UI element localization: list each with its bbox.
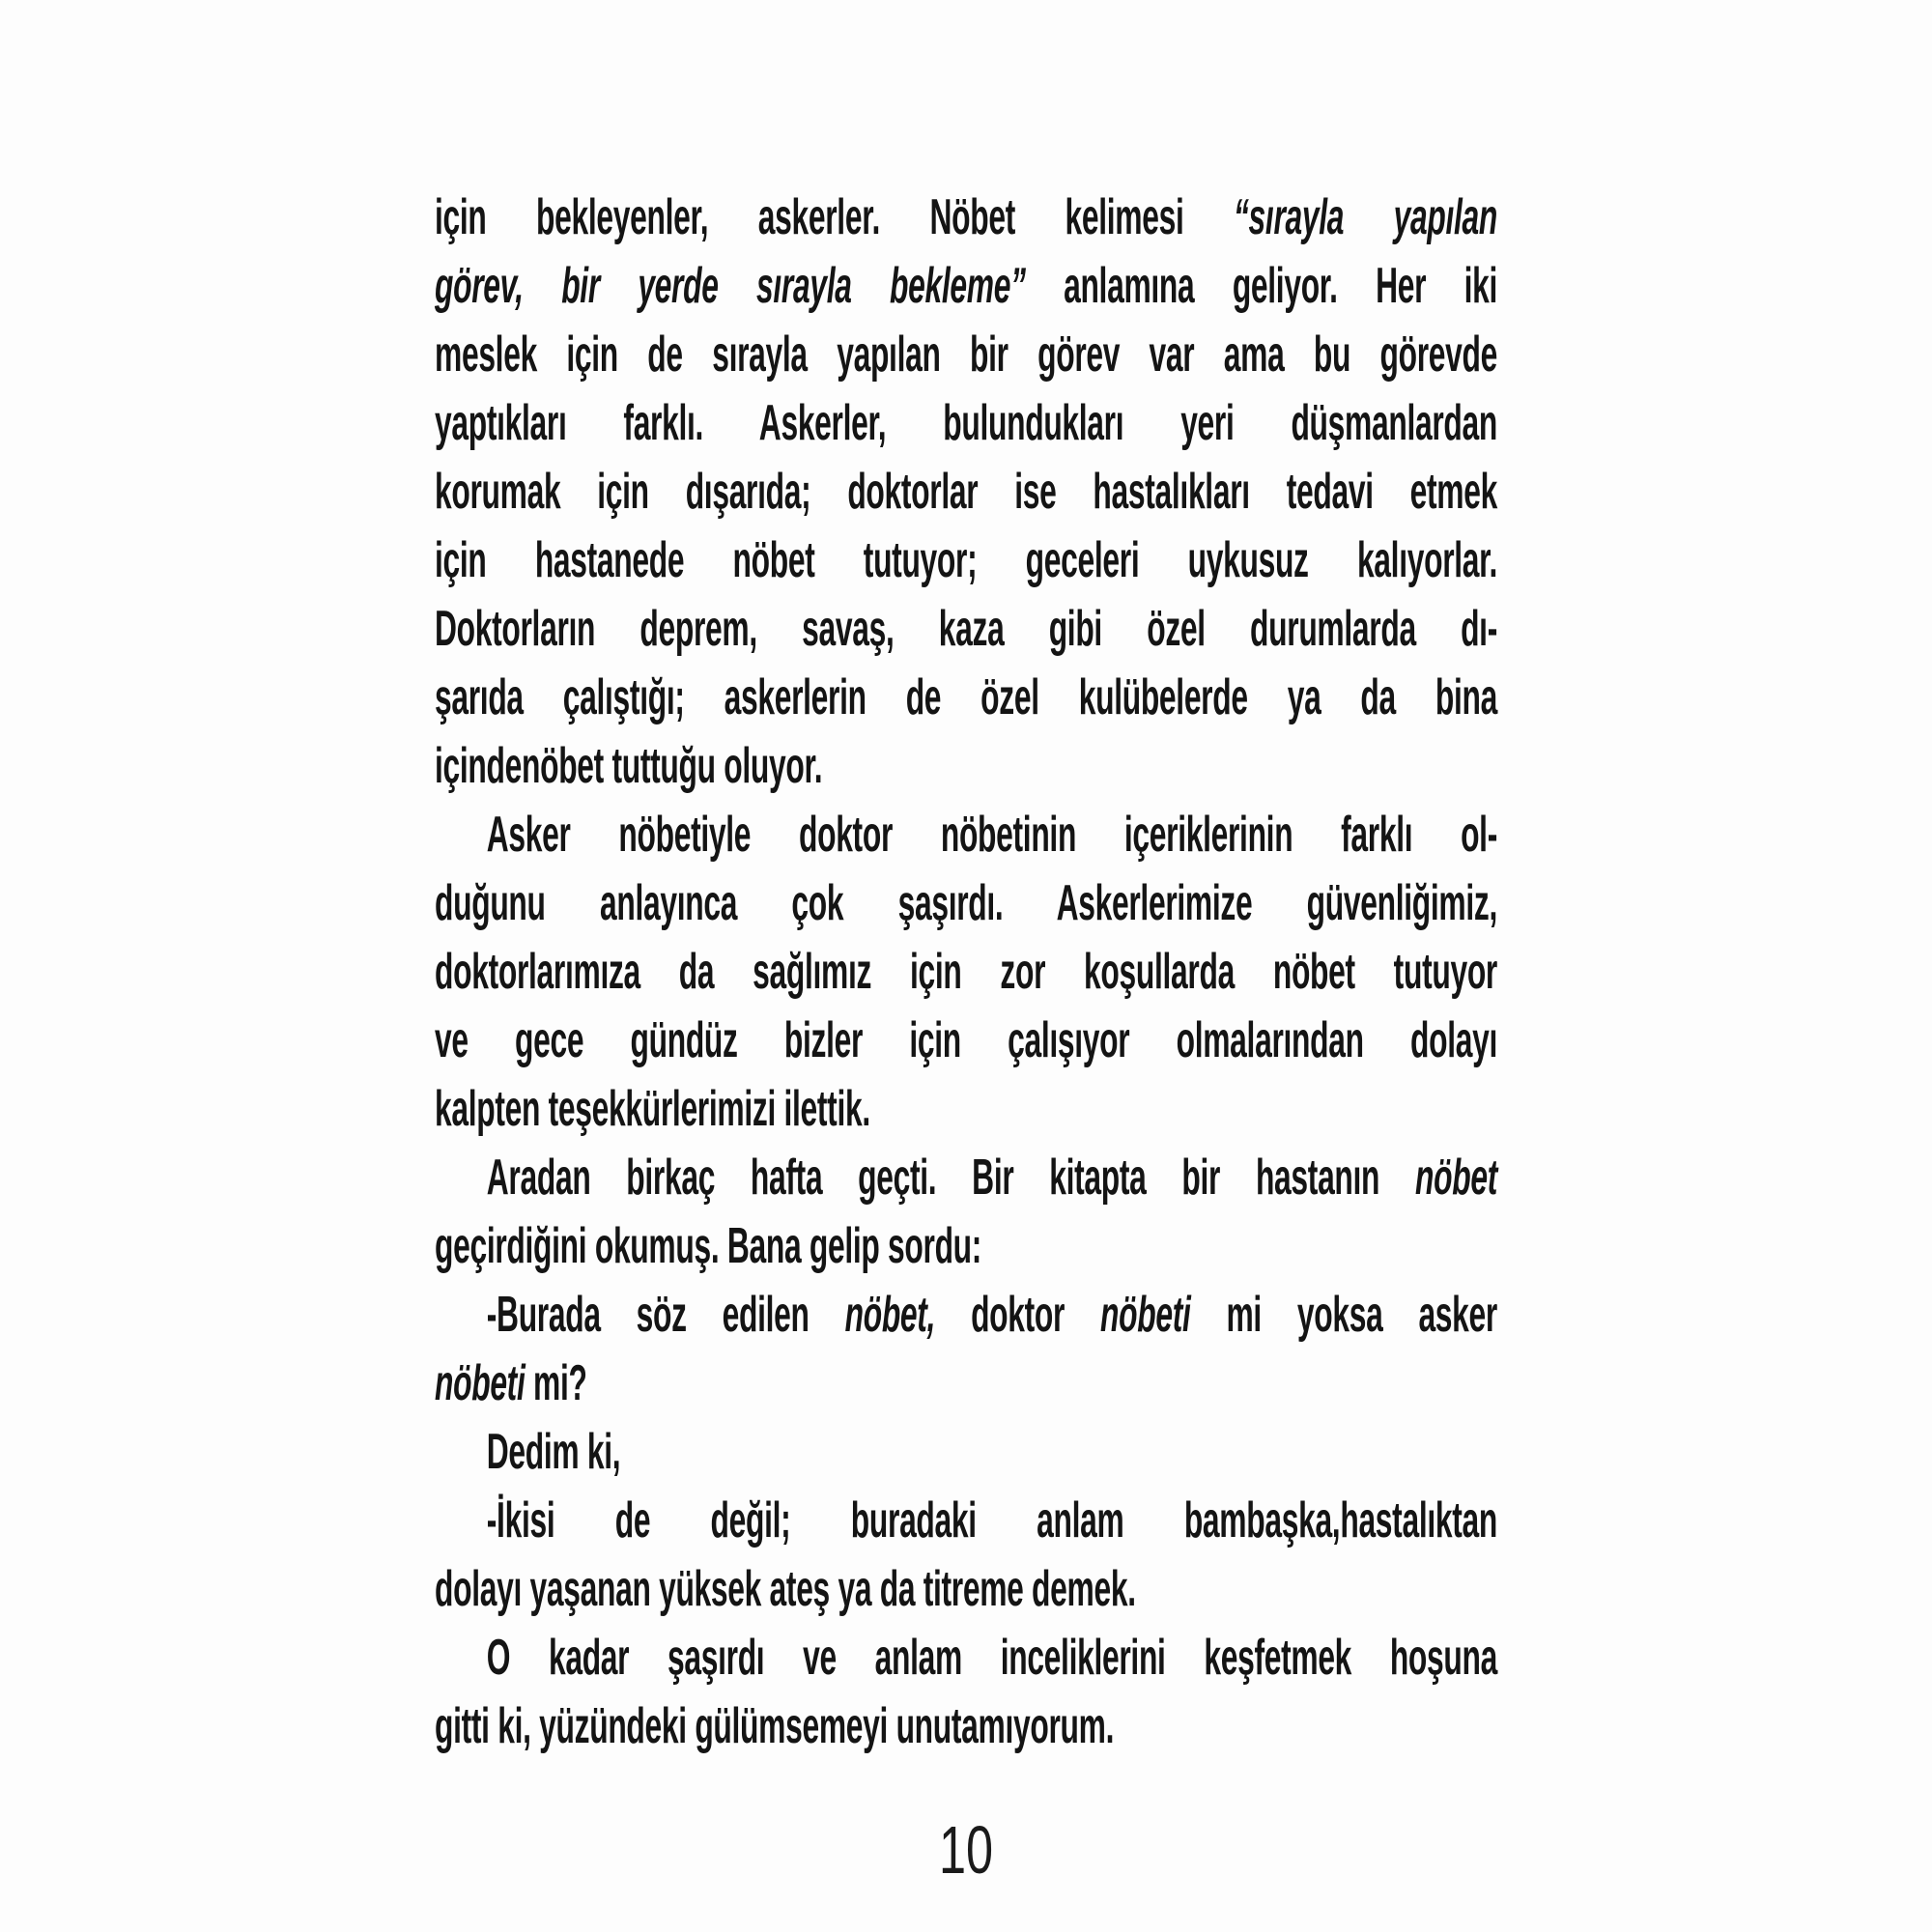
text-line	[435, 595, 1497, 664]
text-line	[435, 801, 1497, 869]
italic-text-segment: nöbet,	[844, 1287, 936, 1343]
text-segment: dolayı yaşanan yüksek ateş ya da titreme demek.	[435, 1561, 1136, 1617]
text-segment: mi?	[525, 1355, 587, 1411]
text-line	[435, 869, 1497, 938]
page-number: 10	[938, 1812, 994, 1888]
text-segment: korumak için dışarıda; doktorlar ise hastalıkları tedavi etmek	[435, 464, 1497, 520]
text-line	[435, 1692, 1497, 1761]
text-line	[435, 1144, 1497, 1212]
italic-text-segment: nöbeti	[1100, 1287, 1191, 1343]
text-line	[435, 1281, 1497, 1350]
text-segment: meslek için de sırayla yapılan bir görev var ama bu görevde	[435, 327, 1497, 383]
text-line	[435, 664, 1497, 732]
text-line	[435, 389, 1497, 458]
text-segment: Doktorların deprem, savaş, kaza gibi özel durumlarda dı-	[435, 601, 1497, 657]
text-segment: duğunu anlayınca çok şaşırdı. Askerlerimize güvenliğimiz,	[435, 875, 1497, 931]
text-segment: geçirdiğini okumuş. Bana gelip sordu:	[435, 1218, 982, 1274]
text-line	[435, 1624, 1497, 1692]
text-segment: Aradan birkaç hafta geçti. Bir kitapta bir hastanın	[486, 1150, 1416, 1206]
text-line	[435, 526, 1497, 595]
text-segment: kalpten teşekkürlerimizi ilettik.	[435, 1081, 870, 1137]
text-segment: doktorlarımıza da sağlımız için zor koşullarda nöbet tutuyor	[435, 944, 1497, 1000]
text-line	[435, 184, 1497, 252]
text-segment: şarıda çalıştığı; askerlerin de özel kulübelerde ya da bina	[435, 669, 1497, 725]
text-line	[435, 1007, 1497, 1075]
text-line	[435, 938, 1497, 1007]
italic-text-segment: nöbet	[1415, 1150, 1497, 1206]
italic-text-segment: görev, bir yerde sırayla bekleme”	[435, 258, 1026, 314]
text-line	[435, 321, 1497, 389]
text-segment: -Burada söz edilen	[486, 1287, 845, 1343]
text-segment: mi yoksa asker	[1190, 1287, 1497, 1343]
text-segment: içindenöbet tuttuğu oluyor.	[435, 738, 823, 794]
text-segment: için bekleyenler, askerler. Nöbet kelimesi	[435, 189, 1234, 245]
text-segment: yaptıkları farklı. Askerler, bulundukları yeri düşmanlardan	[435, 395, 1497, 451]
text-segment: ve gece gündüz bizler için çalışıyor olmalarından dolayı	[435, 1012, 1497, 1068]
text-line	[435, 1555, 1497, 1624]
italic-text-segment: “sırayla yapılan	[1233, 189, 1497, 245]
text-line	[435, 252, 1497, 321]
text-line	[435, 1487, 1497, 1555]
text-segment: gitti ki, yüzündeki gülümsemeyi unutamıyorum.	[435, 1698, 1115, 1754]
text-line	[435, 732, 1497, 801]
text-segment: Asker nöbetiyle doktor nöbetinin içeriklerinin farklı ol-	[486, 807, 1497, 863]
text-segment: -İkisi de değil; buradaki anlam bambaşka,hastalıktan	[486, 1492, 1497, 1548]
text-segment: O kadar şaşırdı ve anlam inceliklerini keşfetmek hoşuna	[486, 1630, 1497, 1686]
text-line	[435, 1212, 1497, 1281]
text-line	[435, 458, 1497, 526]
text-line	[435, 1350, 1497, 1418]
text-segment: doktor	[935, 1287, 1101, 1343]
text-line	[435, 1418, 1497, 1487]
italic-text-segment: nöbeti	[435, 1355, 526, 1411]
text-segment: anlamına geliyor. Her iki	[1025, 258, 1497, 314]
text-line	[435, 1075, 1497, 1144]
text-block	[435, 184, 1497, 1761]
text-segment: için hastanede nöbet tutuyor; geceleri uykusuz kalıyorlar.	[435, 532, 1497, 588]
text-segment: Dedim ki,	[486, 1424, 621, 1480]
